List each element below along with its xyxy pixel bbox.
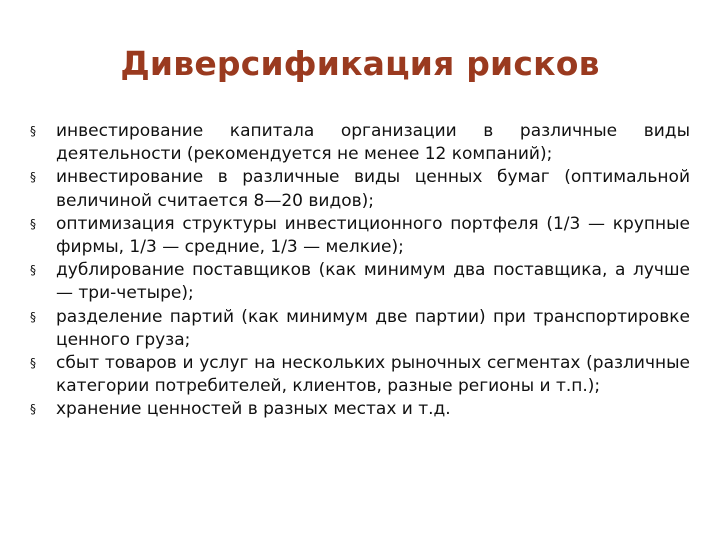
list-item-text: оптимизация структуры инвестиционного портфеля (1/3 — крупные фирмы, 1/3 — средние, 1/3 — мелкие); — [56, 213, 690, 258]
bullet-list — [30, 120, 690, 422]
bullet-icon: § — [30, 309, 36, 324]
bullet-icon: § — [30, 216, 36, 231]
bullet-icon: § — [30, 170, 36, 185]
list-item — [30, 398, 690, 421]
list-item — [30, 352, 690, 398]
list-item-text: разделение партий (как минимум две партии) при транспортировке ценного груза; — [56, 306, 690, 350]
list-item-text: инвестирование капитала организации в различные виды деятельности (рекомендуется не менее 12 компаний); — [56, 121, 690, 165]
bullet-icon: § — [30, 263, 36, 278]
list-item-text: хранение ценностей в разных местах и т.д. — [56, 399, 451, 420]
list-item-text: дублирование поставщиков (как минимум два поставщика, а лучше — три-четыре); — [56, 260, 690, 304]
list-item — [30, 166, 690, 212]
list-item — [30, 213, 690, 259]
slide-title: Диверсификация рисков — [120, 44, 600, 83]
list-item — [30, 259, 690, 305]
bullet-icon: § — [30, 356, 36, 371]
bullet-icon: § — [30, 402, 36, 417]
list-item — [30, 306, 690, 352]
list-item-text: инвестирование в различные виды ценных бумаг (оптимальной величиной считается 8—20 видов); — [56, 167, 690, 211]
bullet-icon: § — [30, 124, 36, 138]
list-item — [30, 120, 690, 166]
list-item-text: сбыт товаров и услуг на нескольких рыночных сегментах (различные категории потребителей, клиентов, разные регионы и т.п.); — [56, 353, 690, 397]
